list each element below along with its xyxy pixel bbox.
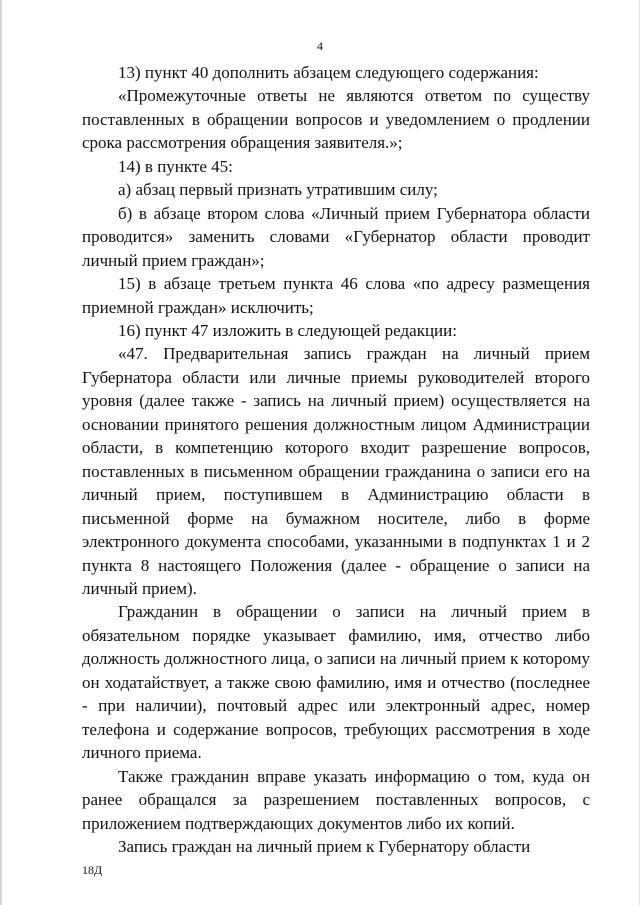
document-body: [82, 61, 590, 858]
paragraph-14a: а) абзац первый признать утратившим силу;: [118, 180, 438, 200]
paragraph-previous-appeals: Также гражданин вправе указать информацию о том, куда он ранее обращался за разрешением поставленных вопросов, с приложением подтверждающих документов либо их копий.: [82, 766, 590, 833]
paragraph-governor-appointment: Запись граждан на личный прием к Губернатору области: [118, 836, 531, 856]
paragraph-quote-intermediate-answers: «Промежуточные ответы не являются ответом по существу поставленных в обращении вопросов и уведомлением о продлении срока рассмотрения обращения заявителя.»;: [82, 86, 590, 153]
footer-code: 18Д: [82, 863, 103, 877]
scan-left-edge: [0, 0, 2, 905]
paragraph-14: 14) в пункте 45:: [118, 156, 233, 176]
paragraph-15: 15) в абзаце третьем пункта 46 слова «по адресу размещения приемной граждан» исключить;: [82, 274, 590, 317]
paragraph-14b: б) в абзаце втором слова «Личный прием Губернатора области проводится» заменить словами «Губернатор области проводит личный прием граждан»;: [82, 203, 590, 270]
paragraph-16: 16) пункт 47 изложить в следующей редакции:: [118, 320, 457, 340]
page-number: 4: [317, 39, 323, 53]
paragraph-13: 13) пункт 40 дополнить абзацем следующего содержания:: [118, 63, 539, 82]
paragraph-citizen-request: Гражданин в обращении о записи на личный прием в обязательном порядке указывает фамилию, имя, отчество либо должность должностного лица, о записи на личный прием к которому он ходатайствует, а также свою фамилию, имя и отчество (последнее - при наличии), почтовый адрес или электронный адрес, номер телефона и содержание вопросов, требующих рассмотрения в ходе личного приема.: [82, 602, 590, 763]
paragraph-47: «47. Предварительная запись граждан на личный прием Губернатора области или личные приемы руководителей второго уровня (далее также - запись на личный прием) осуществляется на основании принятого решения должностным лицом Администрации области, в компетенцию которого входит разрешение вопросов, поставленных в письменном обращении гражданина о записи его на личный прием, поступившем в Администрацию области в письменной форме на бумажном носителе, либо в форме электронного документа способами, указанными в подпунктах 1 и 2 пункта 8 настоящего Положения (далее - обращение о записи на личный прием).: [82, 344, 590, 598]
